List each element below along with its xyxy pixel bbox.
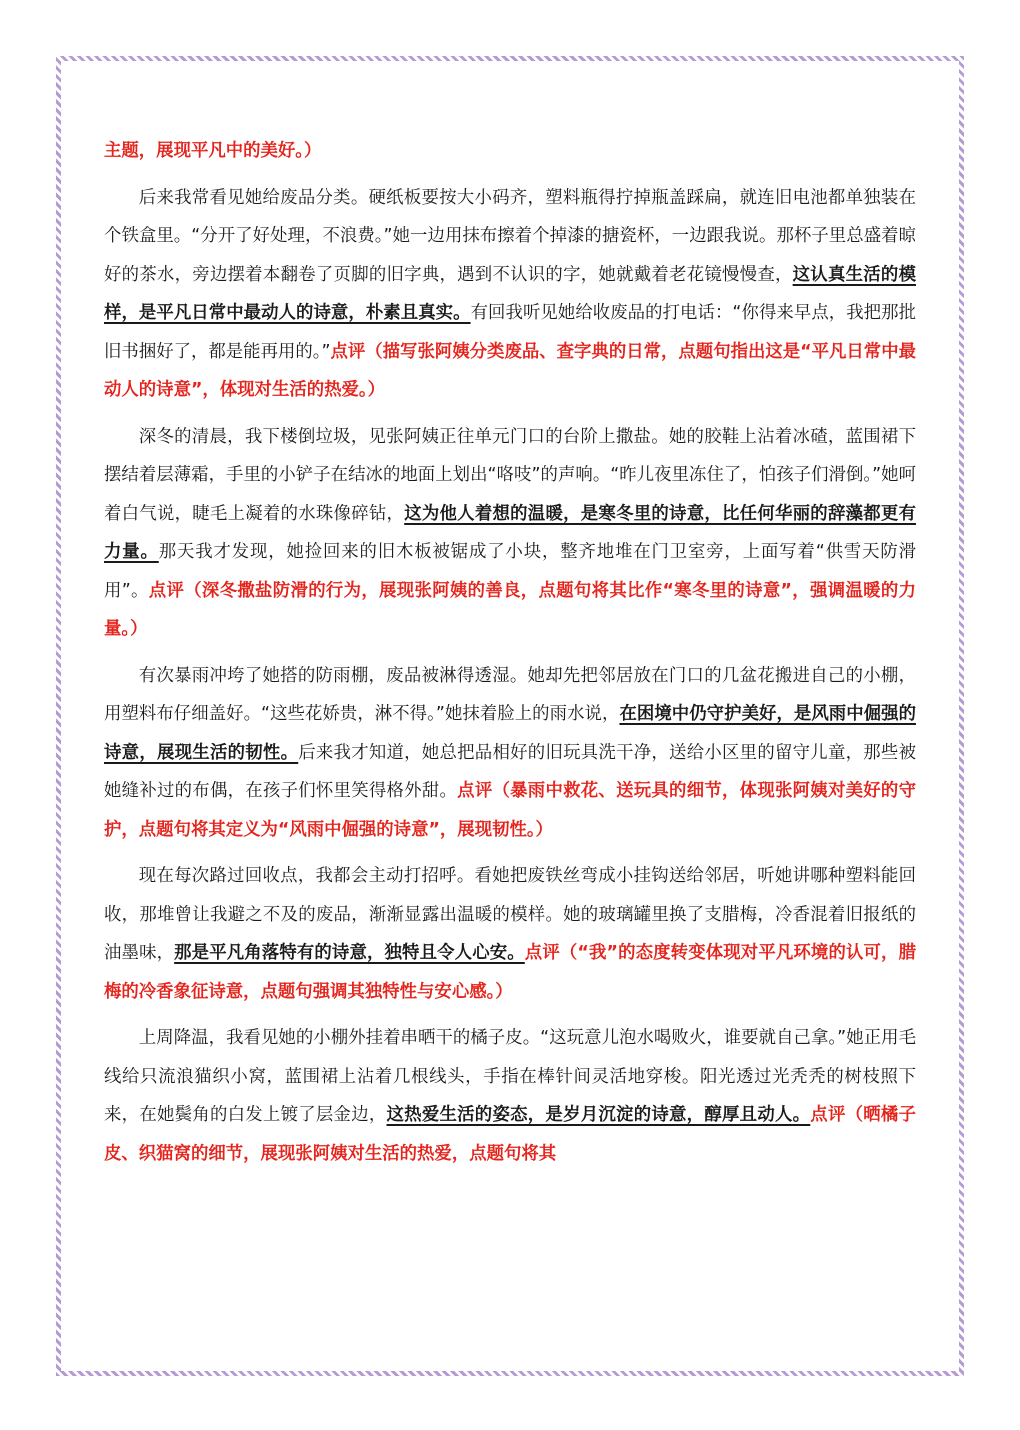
commentary: 主题，展现平凡中的美好。） [104,141,322,161]
paragraph-text: 后来我常看见她给废品分类。硬纸板要按大小码齐，塑料瓶得拧掉瓶盖踩扁，就连旧电池都单独装在个铁盒里。“分开了好处理，不浪费。”她一边用抹布擦着个掉漆的搪瓷杯，一边跟我说。那杯子里总盛着晾好的茶水，旁边摆着本翻卷了页脚的旧字典，遇到不认识的字，她就戴着老花镜慢慢查， [104,187,916,285]
paragraph-5 [104,857,916,1011]
paragraph-text: 后来我才知道，她总把品相好的旧玩具洗干净，送给小区里的留守儿童，那些被她缝补过的布偶，在孩子们怀里笑得格外甜。 [104,742,916,801]
commentary: 点评（深冬撒盐防滑的行为，展现张阿姨的善良，点题句将其比作“寒冬里的诗意”，强调温暖的力量。） [104,580,916,639]
paragraph-6 [104,1019,916,1173]
paragraph-1 [104,132,916,171]
paragraph-text: 现在每次路过回收点，我都会主动打招呼。看她把废铁丝弯成小挂钩送给邻居，听她讲哪种塑料能回收，那堆曾让我避之不及的废品，渐渐显露出温暖的模样。她的玻璃罐里换了支腊梅，冷香混着旧报纸的油墨味， [104,866,916,963]
theme-sentence: 这认真生活的模样，是平凡日常中最动人的诗意，朴素且真实。 [104,264,916,323]
commentary: 点评（“我”的态度转变体现对平凡环境的认可，腊梅的冷香象征诗意，点题句强调其独特性与安心感。） [104,943,916,1002]
paragraph-text: 有回我听见她给收废品的打电话：“你得来早点，我把那批旧书捆好了，都是能再用的。” [104,303,916,362]
paragraph-2 [104,179,916,410]
theme-sentence: 在困境中仍守护美好，是风雨中倔强的诗意，展现生活的韧性。 [104,704,916,763]
commentary: 点评（晒橘子皮、织猫窝的细节，展现张阿姨对生活的热爱，点题句将其 [104,1105,916,1164]
theme-sentence: 这热爱生活的姿态，是岁月沉淀的诗意，醇厚且动人。 [386,1105,811,1125]
article-body [104,132,916,1181]
paragraph-4 [104,657,916,850]
paragraph-text: 那天我才发现，她捡回来的旧木板被锯成了小块，整齐地堆在门卫室旁，上面写着“供雪天防滑用”。 [104,542,916,601]
commentary: 点评（描写张阿姨分类废品、查字典的日常，点题句指出这是“平凡日常中最动人的诗意”，体现对生活的热爱。） [104,341,916,400]
paragraph-text: 有次暴雨冲垮了她搭的防雨棚，废品被淋得透湿。她却先把邻居放在门口的几盆花搬进自己的小棚，用塑料布仔细盖好。“这些花娇贵，淋不得。”她抹着脸上的雨水说， [104,665,916,724]
paragraph-3 [104,418,916,649]
paragraph-text: 上周降温，我看见她的小棚外挂着串晒干的橘子皮。“这玩意儿泡水喝败火，谁要就自己拿。”她正用毛线给只流浪猫织小窝，蓝围裙上沾着几根线头，手指在棒针间灵活地穿梭。阳光透过光秃秃的树枝照下来，在她鬓角的白发上镀了层金边， [104,1028,916,1125]
paragraph-text: 深冬的清晨，我下楼倒垃圾，见张阿姨正往单元门口的台阶上撒盐。她的胶鞋上沾着冰碴，蓝围裙下摆结着层薄霜，手里的小铲子在结冰的地面上划出“咯吱”的声响。“昨儿夜里冻住了，怕孩子们滑倒。”她呵着白气说，睫毛上凝着的水珠像碎钻， [104,426,916,524]
theme-sentence: 这为他人着想的温暖，是寒冬里的诗意，比任何华丽的辞藻都更有力量。 [104,503,916,562]
theme-sentence: 那是平凡角落特有的诗意，独特且令人心安。 [174,943,525,963]
commentary: 点评（暴雨中救花、送玩具的细节，体现张阿姨对美好的守护，点题句将其定义为“风雨中倔强的诗意”，展现韧性。） [104,781,916,840]
